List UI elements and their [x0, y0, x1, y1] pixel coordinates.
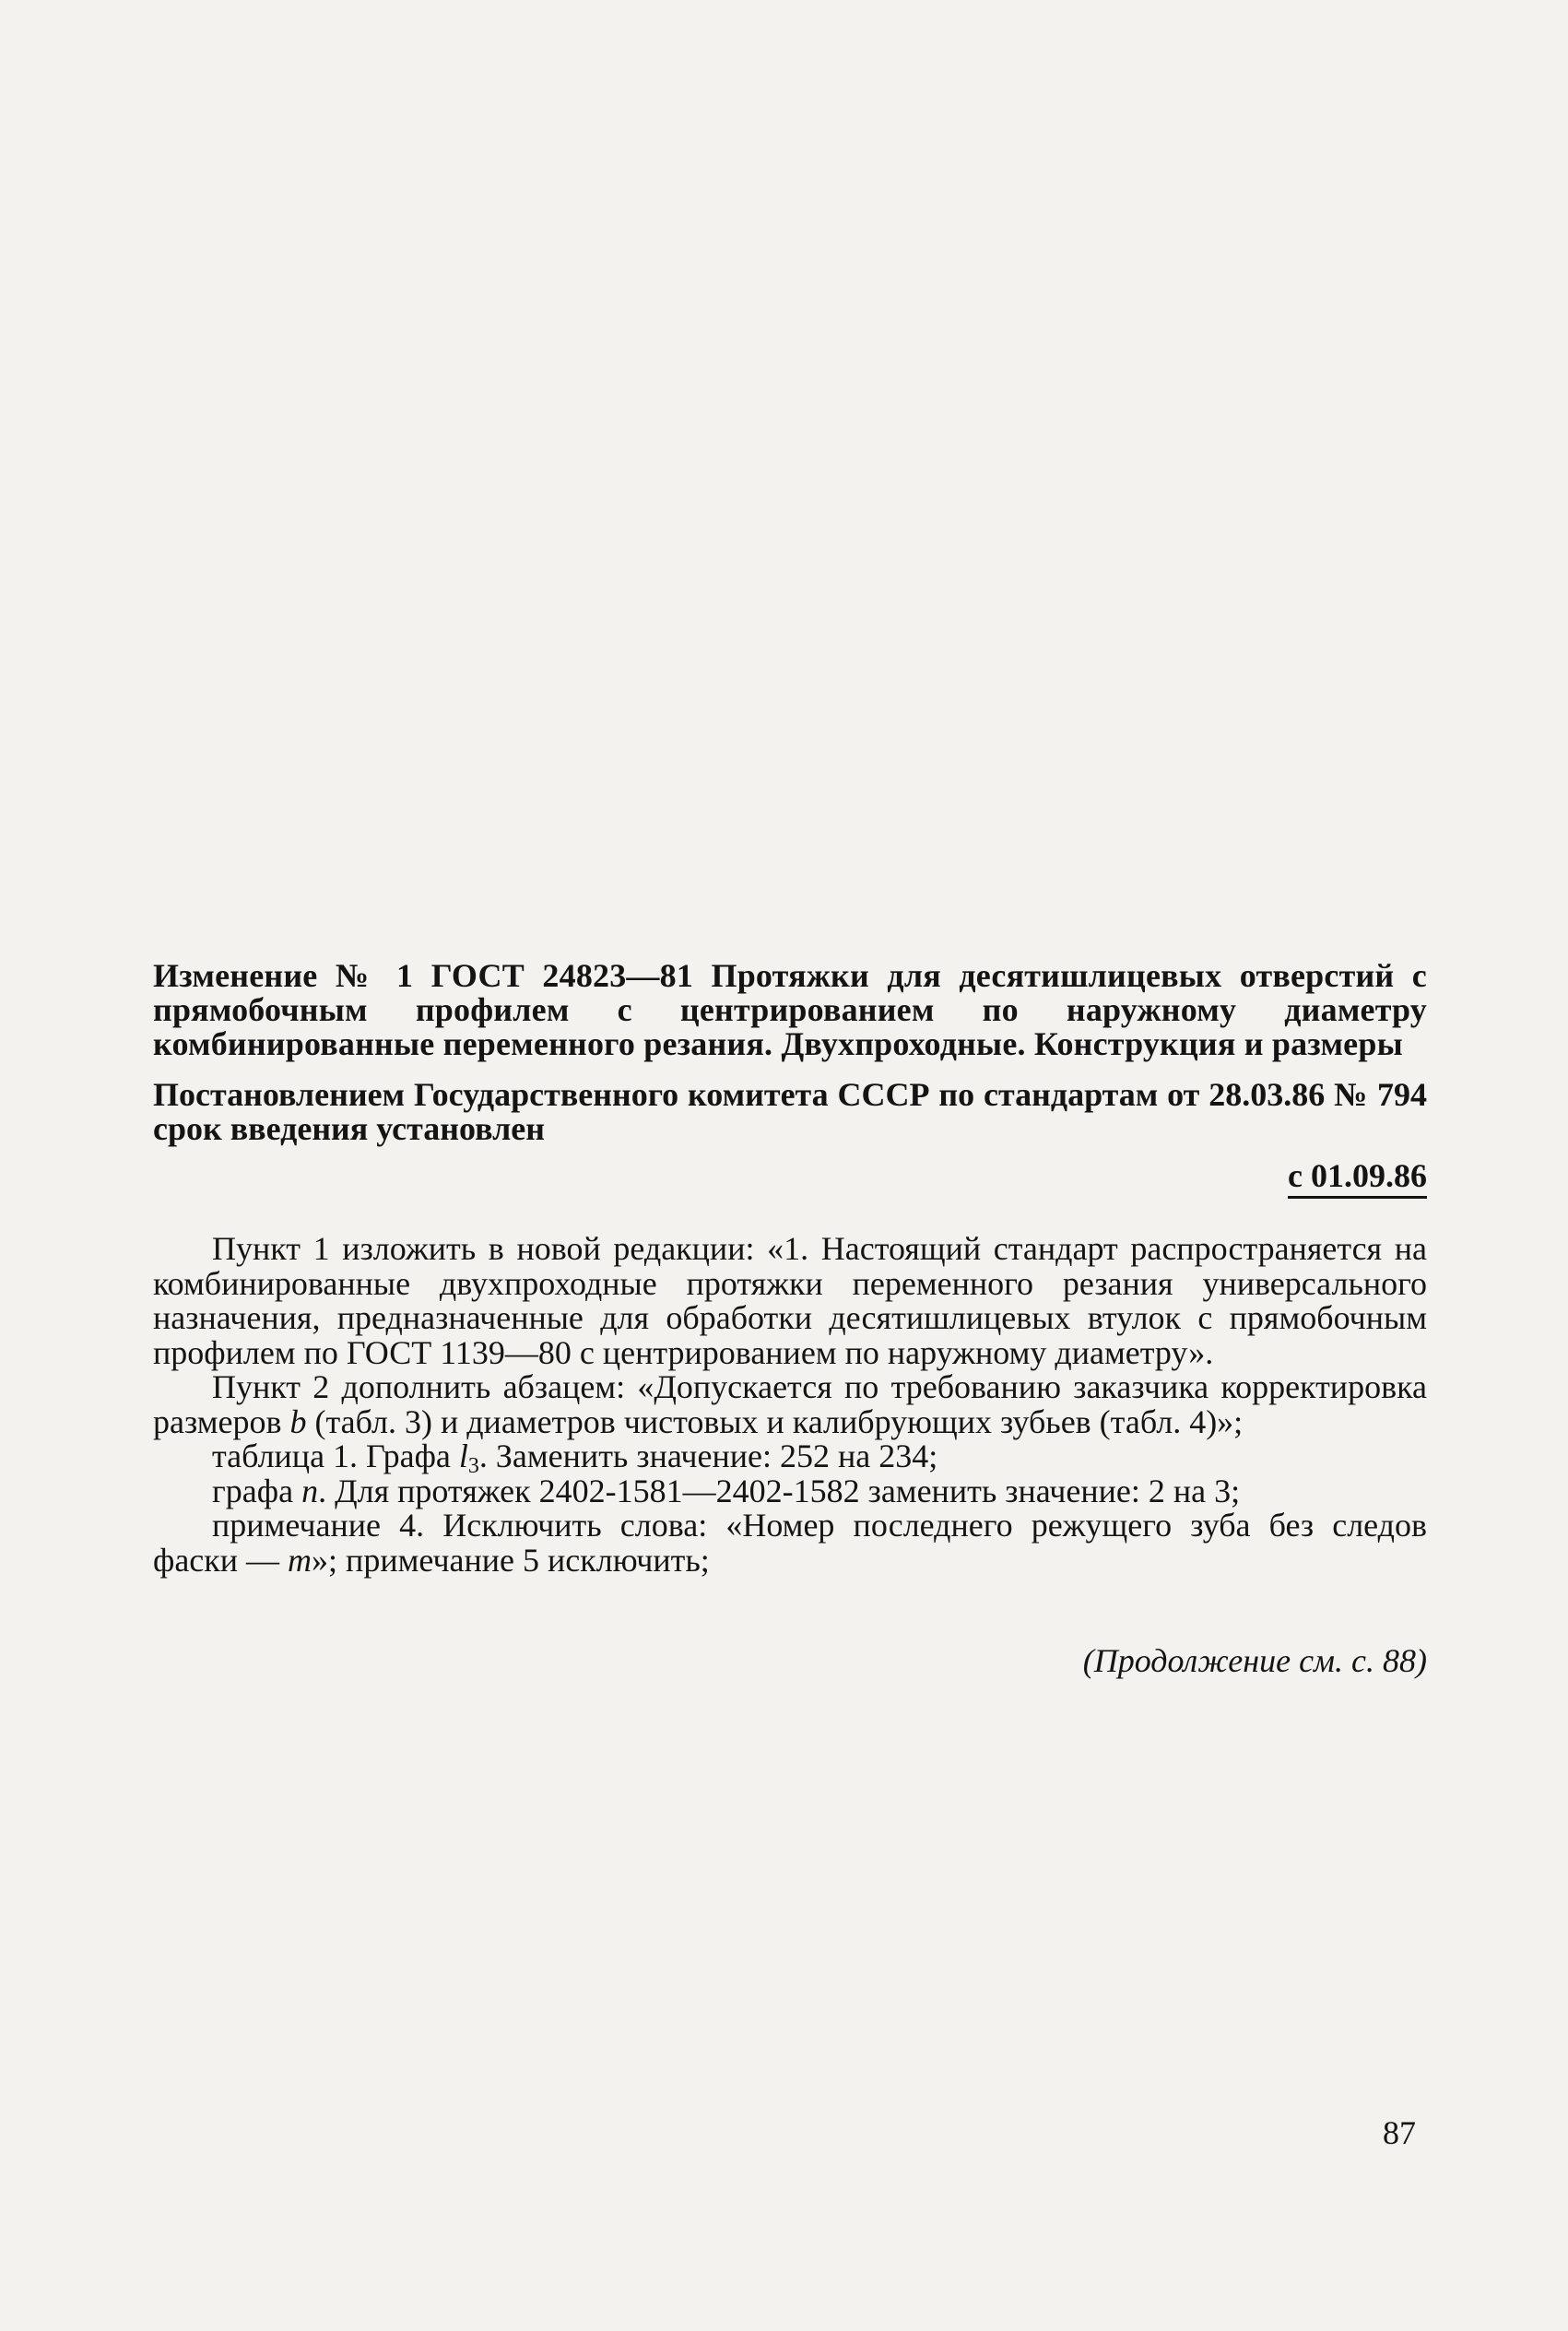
paragraph-item-5 [153, 1509, 1427, 1578]
paragraph-item-4 [153, 1474, 1427, 1509]
paragraph-text: Пункт 2 дополнить абзацем: «Допускается по требованию заказчика корректировка размеров [153, 1368, 1427, 1440]
variable-symbol: l [458, 1438, 468, 1474]
paragraph-text: таблица 1. Графа [212, 1438, 459, 1474]
amendment-heading: Изменение № 1 ГОСТ 24823—81 Протяжки для десятишлицевых отверстий с прямобочным профилем с центрированием по наружному диаметру комбинированные переменного резания. Двухпроходные. Конструкция и размеры [153, 957, 1427, 1062]
amendment-body [153, 1232, 1427, 1578]
decree-text: Постановлением Государственного комитета СССР по стандартам от 28.03.86 № 794 срок введения установлен [153, 1076, 1427, 1147]
paragraph-item-1: Пункт 1 изложить в новой редакции: «1. Настоящий стандарт распространяется на комбинированные двухпроходные протяжки переменного резания универсального назначения, предназначенные для обработки десятишлицевых втулок с прямобочным профилем по ГОСТ 1139—80 с центрированием по наружному диаметру». [153, 1230, 1427, 1371]
paragraph-text: графа [212, 1472, 302, 1509]
paragraph-item-3 [153, 1438, 1427, 1478]
paragraph-text: . Для протяжек 2402-1581—2402-1582 заменить значение: 2 на 3; [318, 1472, 1241, 1509]
document-page [153, 957, 1427, 1679]
paragraph-text: . Заменить значение: 252 на 234; [478, 1438, 938, 1474]
paragraph-text: »; примечание 5 исключить; [312, 1541, 710, 1579]
variable-symbol: n [301, 1472, 319, 1509]
continuation-note: (Продолжение см. с. 88) [1082, 1642, 1427, 1679]
effective-date-row [153, 1157, 1427, 1199]
page-number: 87 [1383, 2114, 1416, 2151]
variable-symbol: b [289, 1402, 307, 1440]
effective-date: с 01.09.86 [1288, 1157, 1427, 1199]
paragraph-text: примечание 4. Исключить слова: «Номер последнего режущего зуба без следов фаски — [153, 1507, 1427, 1579]
paragraph-item-2 [153, 1370, 1427, 1439]
variable-subscript: 3 [467, 1454, 479, 1478]
paragraph-text: (табл. 3) и диаметров чистовых и калибрующих зубьев (табл. 4)»; [306, 1402, 1244, 1440]
variable-symbol: m [288, 1541, 312, 1579]
